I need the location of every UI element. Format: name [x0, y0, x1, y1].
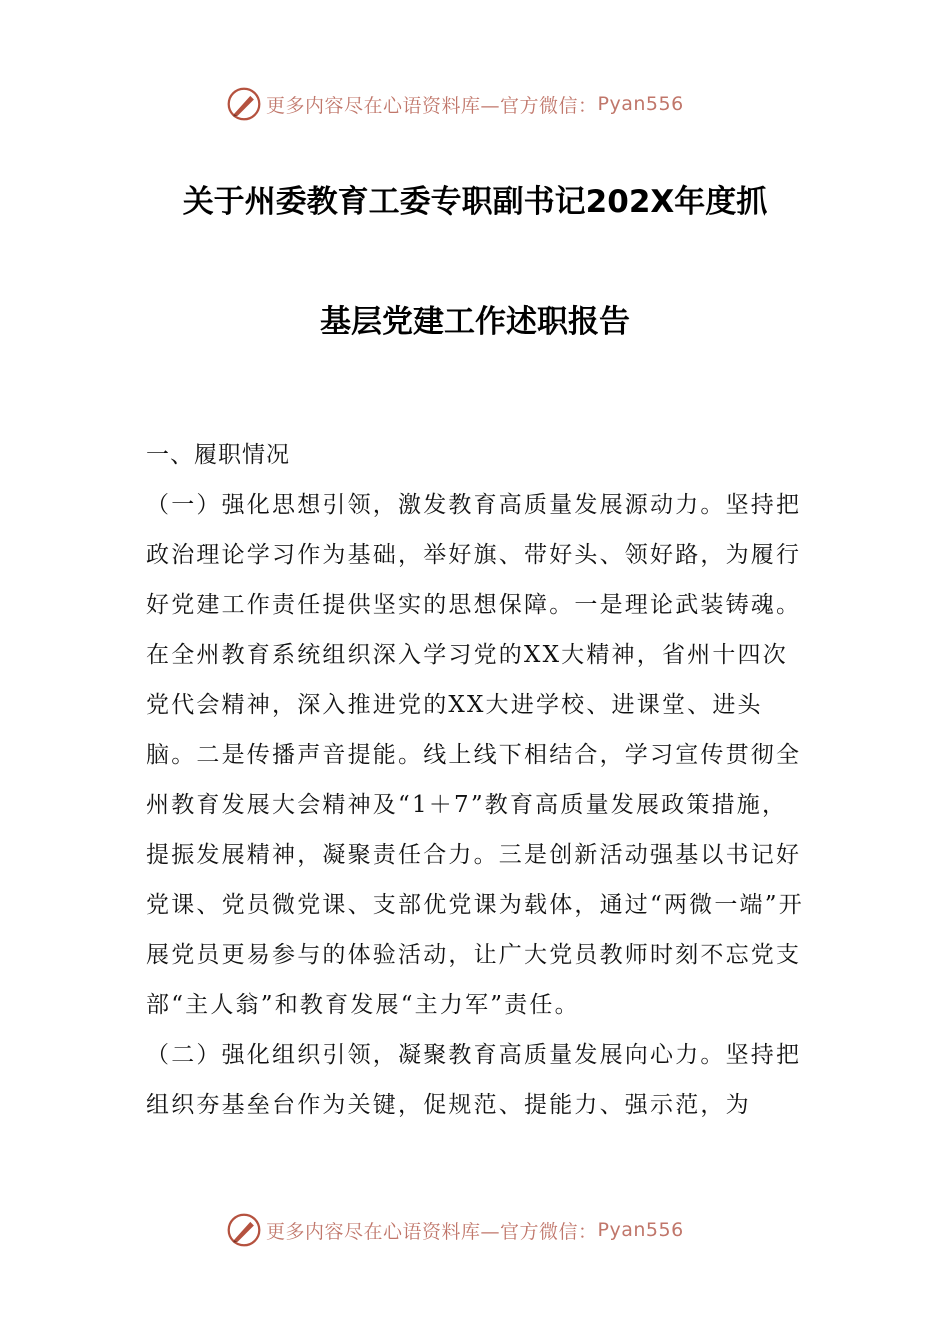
document-title-line1: 关于州委教育工委专职副书记202X年度抓	[182, 184, 768, 220]
watermark-wechat-id: Pyan556	[597, 93, 684, 115]
pen-logo-icon	[226, 86, 262, 122]
watermark-text: 更多内容尽在心语资料库—官方微信：	[266, 1220, 598, 1243]
watermark-wechat-id: Pyan556	[597, 1219, 684, 1241]
document-title-line2: 基层党建工作述职报告	[320, 304, 630, 340]
pen-logo-icon	[226, 1212, 262, 1248]
paragraph: （一）强化思想引领，激发教育高质量发展源动力。坚持把政治理论学习作为基础，举好旗、带好头、领好路，为履行好党建工作责任提供坚实的思想保障。一是理论武装铸魂。在全州教育系统组织深入学习党的XX大精神，省州十四次党代会精神，深入推进党的XX大进学校、进课堂、进头脑。二是传播声音提能。线上线下相结合，学习宣传贯彻全州教育发展大会精神及“1＋7”教育高质量发展政策措施，提振发展精神，凝聚责任合力。三是创新活动强基以书记好党课、党员微党课、支部优党课为载体，通过“两微一端”开展党员更易参与的体验活动，让广大党员教师时刻不忘党支部“主人翁”和教育发展“主力军”责任。	[146, 492, 804, 1018]
watermark-footer	[226, 1210, 684, 1250]
section-heading: 一、履职情况	[146, 442, 290, 468]
watermark-text: 更多内容尽在心语资料库—官方微信：	[266, 94, 598, 117]
paragraph: （二）强化组织引领，凝聚教育高质量发展向心力。坚持把组织夯基垒台作为关键，促规范、提能力、强示范，为	[146, 1042, 802, 1118]
watermark-header	[226, 84, 684, 124]
document-body	[146, 430, 806, 1130]
